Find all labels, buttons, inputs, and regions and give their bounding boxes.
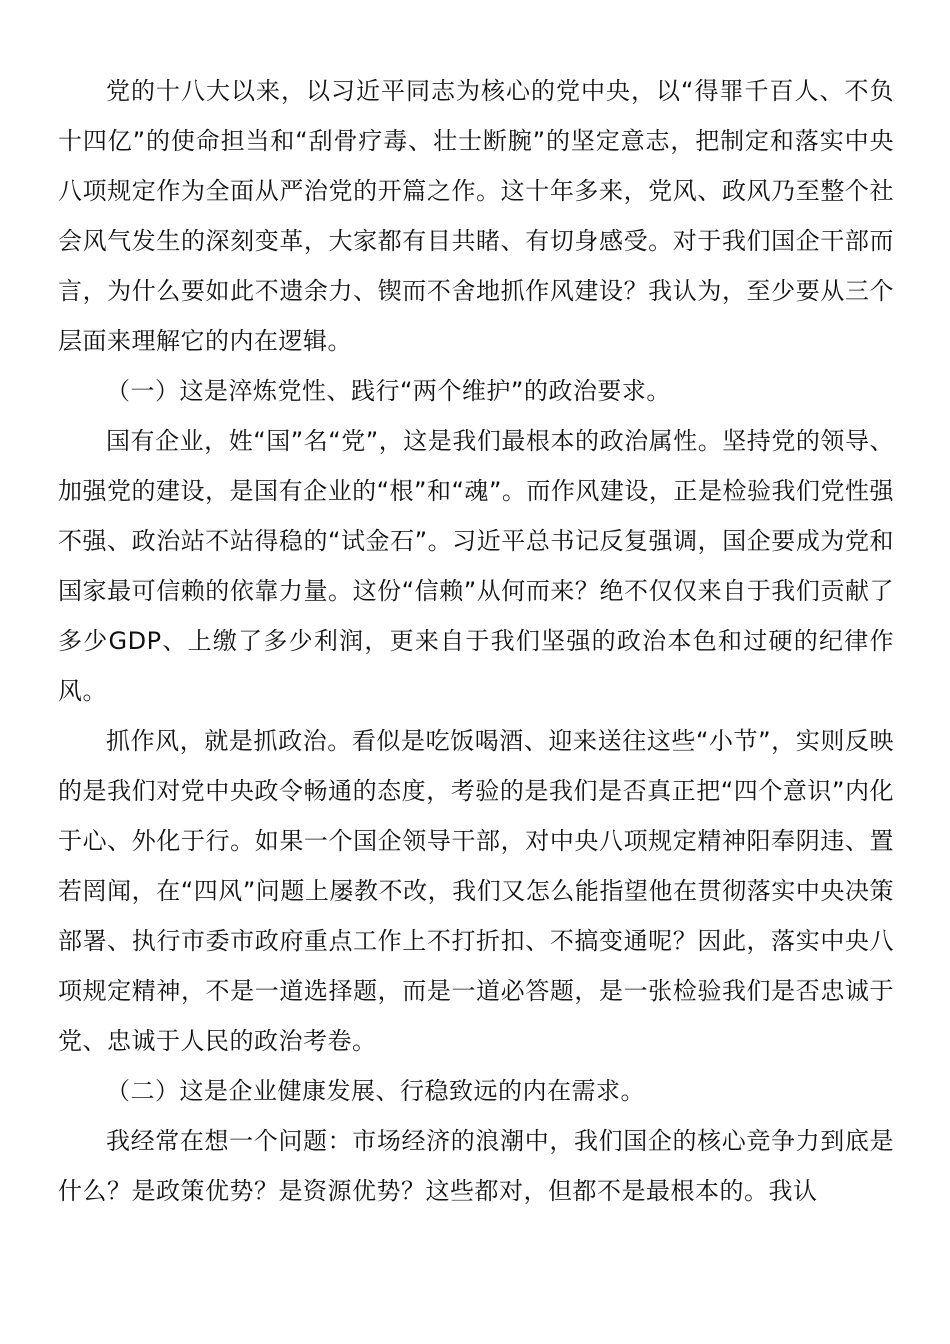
paragraph-section1-a: 国有企业，姓“国”名“党”，这是我们最根本的政治属性。坚持党的领导、加强党的建设，是国有企业的“根”和“魂”。而作风建设，正是检验我们党性强不强、政治站不站得稳的“试金石”。习近平总书记反复强调，国企要成为党和国家最可信赖的依靠力量。这份“信赖”从何而来？绝不仅仅来自于我们贡献了多少GDP、上缴了多少利润，更来自于我们坚强的政治本色和过硬的纪律作风。 [58,427,894,705]
section-heading-1: （一）这是淬炼党性、践行“两个维护”的政治要求。 [106,377,671,405]
paragraph-intro: 党的十八大以来，以习近平同志为核心的党中央，以“得罪千百人、不负十四亿”的使命担当和“刮骨疗毒、壮士断腕”的坚定意志，把制定和落实中央八项规定作为全面从严治党的开篇之作。这十年多来，党风、政风乃至整个社会风气发生的深刻变革，大家都有目共睹、有切身感受。对于我们国企干部而言，为什么要如此不遗余力、锲而不舍地抓作风建设？我认为，至少要从三个层面来理解它的内在逻辑。 [58,77,894,355]
document-body [58,66,894,1216]
section-heading-2: （二）这是企业健康发展、行稳致远的内在需求。 [106,1077,645,1105]
paragraph-section2-a: 我经常在想一个问题：市场经济的浪潮中，我们国企的核心竞争力到底是什么？是政策优势？是资源优势？这些都对，但都不是最根本的。我认 [58,1127,894,1205]
paragraph-section1-b: 抓作风，就是抓政治。看似是吃饭喝酒、迎来送往这些“小节”，实则反映的是我们对党中央政令畅通的态度，考验的是我们是否真正把“四个意识”内化于心、外化于行。如果一个国企领导干部，对中央八项规定精神阳奉阴违、置若罔闻，在“四风”问题上屡教不改，我们又怎么能指望他在贯彻落实中央决策部署、执行市委市政府重点工作上不打折扣、不搞变通呢？因此，落实中央八项规定精神，不是一道选择题，而是一道必答题，是一张检验我们是否忠诚于党、忠诚于人民的政治考卷。 [58,727,894,1055]
